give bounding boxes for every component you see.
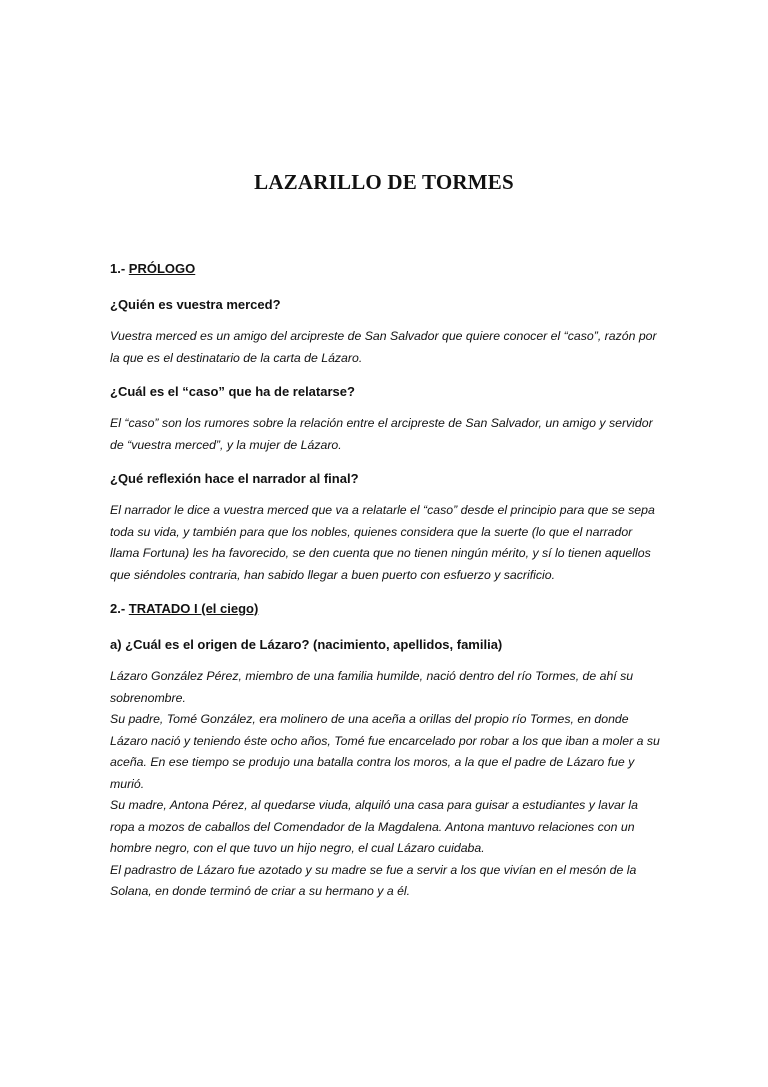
section-title: TRATADO I (el ciego) [128,601,259,616]
answer-2 [110,413,660,456]
answer-paragraph: Su madre, Antona Pérez, al quedarse viuda, alquiló una casa para guisar a estudiantes y lavar la ropa a mozos de caballos del Comendador de la Magdalena. Antona mantuvo relaciones con un hombre negro, con el que tuvo un hijo negro, el cual Lázaro cuidaba. [110,798,638,855]
answer-3 [110,500,660,586]
question-2: ¿Cuál es el “caso” que ha de relatarse? [110,384,355,399]
question-1: ¿Quién es vuestra merced? [110,297,281,312]
question-3: ¿Qué reflexión hace el narrador al final? [110,471,359,486]
answer-paragraph: El narrador le dice a vuestra merced que va a relatarle el “caso” desde el principio para que se sepa toda su vida, y también para que los nobles, quienes considera que la suerte (lo que el narrador llama Fortuna) les ha favorecido, se den cuenta que no tienen ningún mérito, y sí lo tienen aquellos que siéndoles contraria, han sabido llegar a buen puerto con esfuerzo y sacrificio. [110,503,655,582]
document-title: LAZARILLO DE TORMES [254,170,514,194]
answer-paragraph: Vuestra merced es un amigo del arcipreste de San Salvador que quiere conocer el “caso”, razón por la que es el destinatario de la carta de Lázaro. [110,329,657,365]
section-title: PRÓLOGO [128,261,196,276]
answer-paragraph: Lázaro González Pérez, miembro de una familia humilde, nació dentro del río Tormes, de ahí su sobrenombre. [110,669,634,705]
answer-paragraph: El padrastro de Lázaro fue azotado y su madre se fue a servir a los que vivían en el mesón de la Solana, en donde terminó de criar a su hermano y a él. [110,862,637,898]
question-4: a) ¿Cuál es el origen de Lázaro? (nacimiento, apellidos, familia) [110,637,503,652]
answer-4 [110,666,660,903]
document-body [110,258,660,915]
section-heading-tratado-i [110,598,660,620]
section-heading-prologo [110,258,660,280]
answer-paragraph: Su padre, Tomé González, era molinero de una aceña a orillas del propio río Tormes, en donde Lázaro nació y teniendo éste ocho años, Tomé fue encarcelado por robar a los que iban a moler a su aceña. En ese tiempo se produjo una batalla contra los moros, a la que el padre de Lázaro fue y murió. [110,712,660,791]
answer-1 [110,326,660,369]
section-number: 1.- [110,261,126,276]
answer-paragraph: El “caso” son los rumores sobre la relación entre el arcipreste de San Salvador, un amigo y servidor de “vuestra merced”, y la mujer de Lázaro. [110,416,653,452]
section-number: 2.- [110,601,126,616]
